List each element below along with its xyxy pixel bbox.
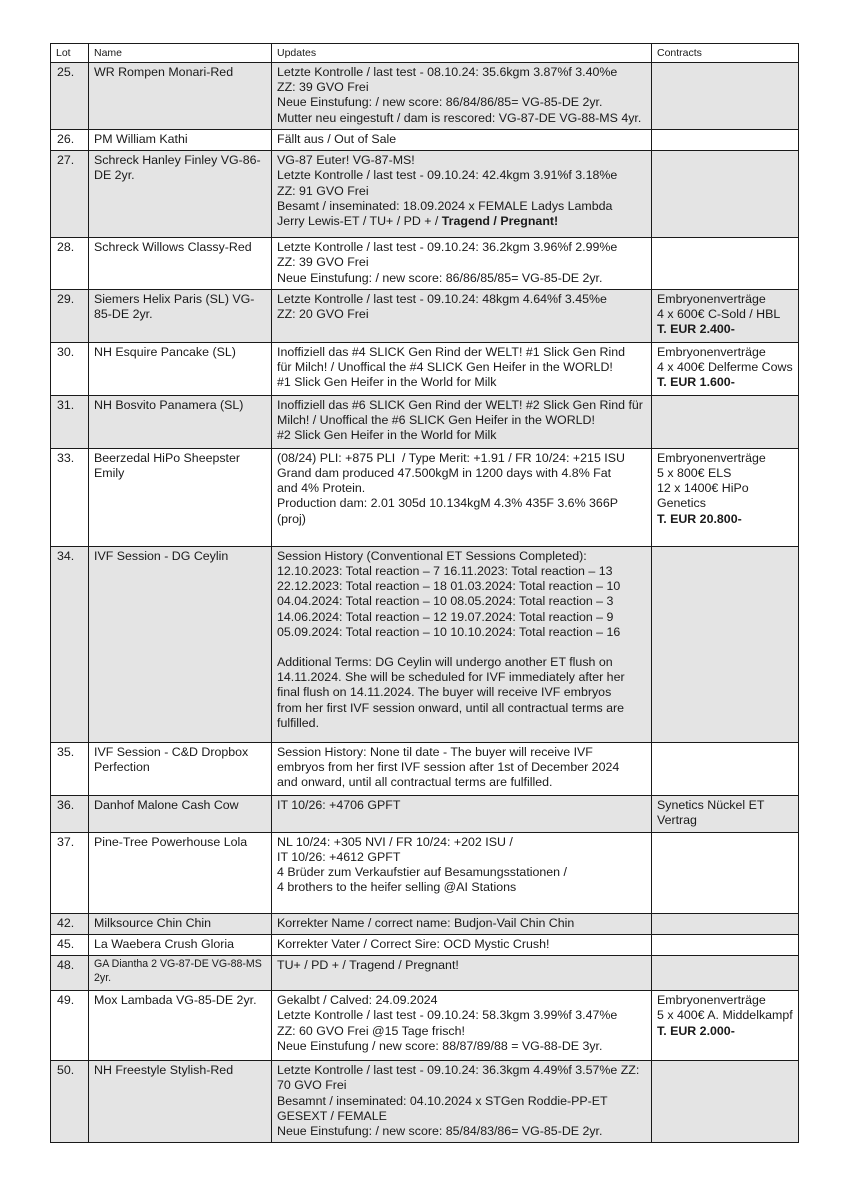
updates-cell bbox=[272, 342, 652, 395]
contract-line: 4 x 600€ C-Sold / HBL bbox=[657, 307, 781, 322]
header-updates: Updates bbox=[272, 44, 652, 63]
update-line: 4 brothers to the heifer selling @AI Stations bbox=[277, 880, 517, 895]
updates-cell bbox=[272, 742, 652, 795]
update-line: final flush on 14.11.2024. The buyer will receive IVF embryos bbox=[277, 685, 612, 700]
contracts-cell bbox=[652, 151, 799, 238]
contracts-cell bbox=[652, 546, 799, 742]
update-line: Gekalbt / Calved: 24.09.2024 bbox=[277, 993, 438, 1008]
lot-number: 34. bbox=[51, 546, 89, 742]
lot-number: 25. bbox=[51, 63, 89, 130]
contract-line: 4 x 400€ Delferme Cows bbox=[657, 360, 793, 375]
animal-name: Pine-Tree Powerhouse Lola bbox=[89, 832, 272, 913]
table-row bbox=[51, 795, 799, 832]
animal-name: IVF Session - DG Ceylin bbox=[89, 546, 272, 742]
pregnant-status: Tragend / Pregnant! bbox=[441, 214, 559, 229]
animal-name: NH Esquire Pancake (SL) bbox=[89, 342, 272, 395]
table-row bbox=[51, 238, 799, 290]
update-line: Letzte Kontrolle / last test - 09.10.24: 42.4kgm 3.91%f 3.18%e bbox=[277, 168, 618, 183]
contract-line: 5 x 800€ ELS bbox=[657, 466, 732, 481]
table-row bbox=[51, 63, 799, 130]
lot-number: 35. bbox=[51, 742, 89, 795]
lot-number: 28. bbox=[51, 238, 89, 290]
lot-number: 50. bbox=[51, 1061, 89, 1143]
update-line: Session History (Conventional ET Sessions Completed): bbox=[277, 548, 587, 563]
updates-cell bbox=[272, 956, 652, 991]
contract-line: Embryonenverträge bbox=[657, 291, 766, 306]
updates-cell bbox=[272, 832, 652, 913]
animal-name: Beerzedal HiPo Sheepster Emily bbox=[89, 448, 272, 546]
animal-name: IVF Session - C&D Dropbox Perfection bbox=[89, 742, 272, 795]
update-line: Letzte Kontrolle / last test - 09.10.24: 58.3kgm 3.99%f 3.47%e bbox=[277, 1008, 618, 1023]
contract-line: Embryonenverträge bbox=[657, 993, 766, 1008]
updates-cell bbox=[272, 1061, 652, 1143]
update-line: Letzte Kontrolle / last test - 09.10.24: 36.3kgm 4.49%f 3.57%e ZZ: bbox=[277, 1063, 640, 1078]
updates-cell bbox=[272, 448, 652, 546]
update-line: embryos from her first IVF session after 1st of December 2024 bbox=[277, 760, 620, 775]
lot-number: 49. bbox=[51, 991, 89, 1061]
update-line: Session History: None til date - The buyer will receive IVF bbox=[277, 744, 593, 759]
update-line: Additional Terms: DG Ceylin will undergo another ET flush on bbox=[277, 655, 613, 670]
update-line: TU+ / PD + / Tragend / Pregnant! bbox=[277, 958, 459, 973]
update-line: IT 10/26: +4612 GPFT bbox=[277, 850, 401, 865]
table-row bbox=[51, 395, 799, 448]
update-line: Jerry Lewis-ET / TU+ / PD + / bbox=[277, 214, 442, 229]
contract-total: T. EUR 1.600- bbox=[657, 375, 735, 390]
update-line: (proj) bbox=[277, 511, 306, 526]
update-line: Besamnt / inseminated: 04.10.2024 x STGen Roddie-PP-ET bbox=[277, 1093, 608, 1108]
update-line: GESEXT / FEMALE bbox=[277, 1108, 387, 1123]
table-row bbox=[51, 742, 799, 795]
updates-cell bbox=[272, 395, 652, 448]
animal-name: PM William Kathi bbox=[89, 130, 272, 151]
animal-name: Mox Lambada VG-85-DE 2yr. bbox=[89, 991, 272, 1061]
contracts-cell bbox=[652, 289, 799, 342]
animal-name: GA Diantha 2 VG-87-DE VG-88-MS 2yr. bbox=[89, 956, 272, 991]
table-row bbox=[51, 130, 799, 151]
update-line: #1 Slick Gen Heifer in the World for Milk bbox=[277, 375, 497, 390]
update-line: Neue Einstufung: / new score: 86/86/85/85= VG-85-DE 2yr. bbox=[277, 270, 603, 285]
contracts-cell bbox=[652, 795, 799, 832]
contracts-cell bbox=[652, 991, 799, 1061]
update-line: Production dam: 2.01 305d 10.134kgM 4.3% 435F 3.6% 366P bbox=[277, 496, 618, 511]
contracts-cell bbox=[652, 63, 799, 130]
update-line: ZZ: 60 GVO Frei @15 Tage frisch! bbox=[277, 1023, 465, 1038]
table-row bbox=[51, 1061, 799, 1143]
animal-name: Siemers Helix Paris (SL) VG-85-DE 2yr. bbox=[89, 289, 272, 342]
update-line: 4 Brüder zum Verkaufstier auf Besamungsstationen / bbox=[277, 865, 567, 880]
updates-cell bbox=[272, 795, 652, 832]
header-name: Name bbox=[89, 44, 272, 63]
contract-line: Embryonenverträge bbox=[657, 344, 766, 359]
update-line: 04.04.2024: Total reaction – 10 08.05.2024: Total reaction – 3 bbox=[277, 594, 614, 609]
table-row bbox=[51, 991, 799, 1061]
table-row bbox=[51, 151, 799, 238]
update-line: fulfilled. bbox=[277, 715, 320, 730]
table-row bbox=[51, 913, 799, 934]
contracts-cell bbox=[652, 238, 799, 290]
update-line: ZZ: 91 GVO Frei bbox=[277, 183, 369, 198]
contracts-cell bbox=[652, 935, 799, 956]
update-line: 14.06.2024: Total reaction – 12 19.07.2024: Total reaction – 9 bbox=[277, 609, 614, 624]
lot-number: 36. bbox=[51, 795, 89, 832]
contracts-cell bbox=[652, 448, 799, 546]
update-line: Besamt / inseminated: 18.09.2024 x FEMALE Ladys Lambda bbox=[277, 198, 613, 213]
update-line: ZZ: 39 GVO Frei bbox=[277, 80, 369, 95]
update-line: Grand dam produced 47.500kgM in 1200 days with 4.8% Fat bbox=[277, 466, 612, 481]
contract-line: Vertrag bbox=[657, 813, 697, 828]
updates-cell bbox=[272, 991, 652, 1061]
updates-cell bbox=[272, 935, 652, 956]
contract-total: T. EUR 2.000- bbox=[657, 1023, 735, 1038]
lot-number: 31. bbox=[51, 395, 89, 448]
updates-cell bbox=[272, 130, 652, 151]
updates-cell bbox=[272, 546, 652, 742]
animal-name: Schreck Hanley Finley VG-86-DE 2yr. bbox=[89, 151, 272, 238]
updates-cell bbox=[272, 151, 652, 238]
update-line: Milch! / Unoffical the #6 SLICK Gen Heifer in the WORLD! bbox=[277, 413, 595, 428]
contracts-cell bbox=[652, 395, 799, 448]
updates-cell bbox=[272, 63, 652, 130]
table-row bbox=[51, 956, 799, 991]
table-row bbox=[51, 935, 799, 956]
animal-name: Milksource Chin Chin bbox=[89, 913, 272, 934]
update-line: Korrekter Name / correct name: Budjon-Vail Chin Chin bbox=[277, 915, 575, 930]
lot-number: 26. bbox=[51, 130, 89, 151]
contracts-cell bbox=[652, 1061, 799, 1143]
update-line: Korrekter Vater / Correct Sire: OCD Mystic Crush! bbox=[277, 937, 550, 952]
lot-number: 33. bbox=[51, 448, 89, 546]
update-line: Neue Einstufung / new score: 88/87/89/88 = VG-88-DE 3yr. bbox=[277, 1038, 603, 1053]
table-row bbox=[51, 832, 799, 913]
update-line: Neue Einstufung: / new score: 85/84/83/86= VG-85-DE 2yr. bbox=[277, 1124, 603, 1139]
contracts-cell bbox=[652, 956, 799, 991]
contract-line: 12 x 1400€ HiPo Genetics bbox=[657, 481, 753, 511]
contract-total: T. EUR 2.400- bbox=[657, 322, 735, 337]
lot-number: 48. bbox=[51, 956, 89, 991]
contracts-cell bbox=[652, 913, 799, 934]
update-line: für Milch! / Unoffical the #4 SLICK Gen Heifer in the WORLD! bbox=[277, 360, 613, 375]
update-line: 05.09.2024: Total reaction – 10 10.10.2024: Total reaction – 16 bbox=[277, 624, 621, 639]
update-line: VG-87 Euter! VG-87-MS! bbox=[277, 153, 415, 168]
header-lot: Lot bbox=[51, 44, 89, 63]
lot-number: 37. bbox=[51, 832, 89, 913]
update-line: 22.12.2023: Total reaction – 18 01.03.2024: Total reaction – 10 bbox=[277, 579, 621, 594]
update-line: IT 10/26: +4706 GPFT bbox=[277, 797, 401, 812]
update-line: Inoffiziell das #4 SLICK Gen Rind der WELT! #1 Slick Gen Rind bbox=[277, 344, 626, 359]
animal-name: Schreck Willows Classy-Red bbox=[89, 238, 272, 290]
update-line: Letzte Kontrolle / last test - 09.10.24: 36.2kgm 3.96%f 2.99%e bbox=[277, 240, 618, 255]
animal-name: La Waebera Crush Gloria bbox=[89, 935, 272, 956]
animal-name: NH Bosvito Panamera (SL) bbox=[89, 395, 272, 448]
update-line: and 4% Protein. bbox=[277, 481, 366, 496]
update-line: from her first IVF session onward, until all contractual terms are bbox=[277, 700, 625, 715]
updates-cell bbox=[272, 289, 652, 342]
contracts-cell bbox=[652, 742, 799, 795]
lot-number: 29. bbox=[51, 289, 89, 342]
contract-line: 5 x 400€ A. Middelkampf bbox=[657, 1008, 793, 1023]
update-line: 14.11.2024. She will be scheduled for IVF immediately after her bbox=[277, 670, 625, 685]
contract-line: Embryonenverträge bbox=[657, 450, 766, 465]
contract-line: Synetics Nückel ET bbox=[657, 797, 765, 812]
table-row bbox=[51, 546, 799, 742]
contracts-cell bbox=[652, 832, 799, 913]
lot-updates-table bbox=[50, 43, 799, 1143]
animal-name: Danhof Malone Cash Cow bbox=[89, 795, 272, 832]
updates-cell bbox=[272, 913, 652, 934]
header-row bbox=[51, 44, 799, 63]
lot-number: 30. bbox=[51, 342, 89, 395]
paragraph-gap bbox=[277, 640, 646, 655]
animal-name: WR Rompen Monari-Red bbox=[89, 63, 272, 130]
update-line: ZZ: 20 GVO Frei bbox=[277, 307, 369, 322]
updates-cell bbox=[272, 238, 652, 290]
update-line: #2 Slick Gen Heifer in the World for Milk bbox=[277, 428, 497, 443]
lot-number: 45. bbox=[51, 935, 89, 956]
contract-total: T. EUR 20.800- bbox=[657, 511, 742, 526]
lot-number: 27. bbox=[51, 151, 89, 238]
update-line: Letzte Kontrolle / last test - 08.10.24: 35.6kgm 3.87%f 3.40%e bbox=[277, 65, 618, 79]
update-line: and onward, until all contractual terms are fulfilled. bbox=[277, 775, 553, 790]
update-line: NL 10/24: +305 NVI / FR 10/24: +202 ISU / bbox=[277, 834, 513, 849]
animal-name: NH Freestyle Stylish-Red bbox=[89, 1061, 272, 1143]
contracts-cell bbox=[652, 342, 799, 395]
table-row bbox=[51, 289, 799, 342]
update-line: (08/24) PLI: +875 PLI / Type Merit: +1.91 / FR 10/24: +215 ISU bbox=[277, 450, 625, 465]
contracts-cell bbox=[652, 130, 799, 151]
table-row bbox=[51, 448, 799, 546]
table-row bbox=[51, 342, 799, 395]
update-line: 12.10.2023: Total reaction – 7 16.11.2023: Total reaction – 13 bbox=[277, 564, 613, 579]
update-line: 70 GVO Frei bbox=[277, 1078, 347, 1093]
lot-number: 42. bbox=[51, 913, 89, 934]
update-line: Inoffiziell das #6 SLICK Gen Rind der WELT! #2 Slick Gen Rind für bbox=[277, 397, 643, 412]
update-line: Fällt aus / Out of Sale bbox=[277, 132, 397, 146]
update-line: Letzte Kontrolle / last test - 09.10.24: 48kgm 4.64%f 3.45%e bbox=[277, 291, 607, 306]
update-line: ZZ: 39 GVO Frei bbox=[277, 255, 369, 270]
header-contracts: Contracts bbox=[652, 44, 799, 63]
update-line: Neue Einstufung: / new score: 86/84/86/85= VG-85-DE 2yr. bbox=[277, 95, 603, 110]
update-line: Mutter neu eingestuft / dam is rescored: VG-87-DE VG-88-MS 4yr. bbox=[277, 110, 642, 125]
